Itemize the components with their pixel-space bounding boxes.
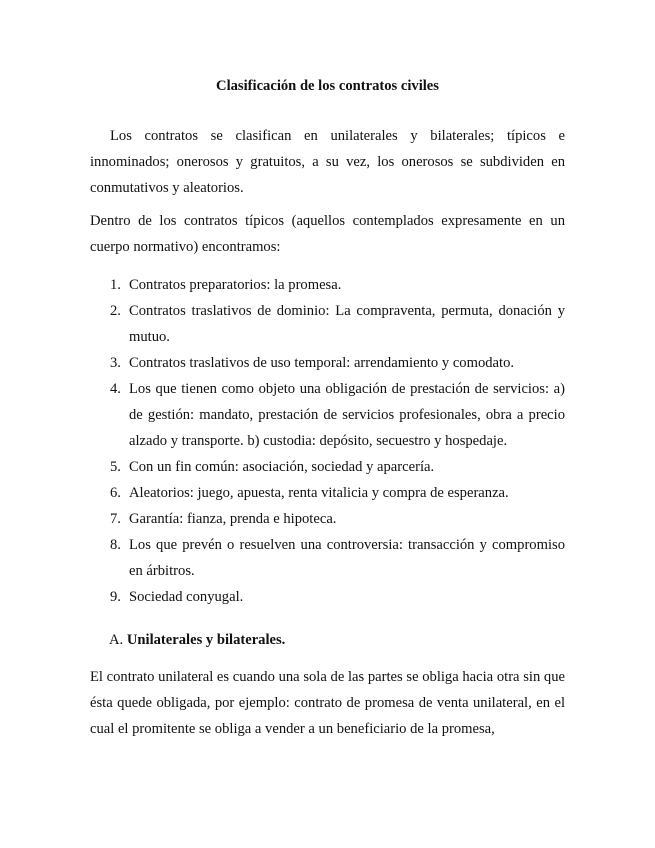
list-number: 1. bbox=[110, 277, 121, 293]
list-text: Con un fin común: asociación, sociedad y aparcería. bbox=[129, 459, 435, 475]
list-number: 3. bbox=[110, 355, 121, 371]
list-number: 5. bbox=[110, 459, 121, 475]
list-text: Contratos traslativos de uso temporal: arrendamiento y comodato. bbox=[129, 355, 515, 371]
list-text: Contratos traslativos de dominio: La compraventa, permuta, donación y mutuo. bbox=[129, 303, 565, 345]
list-number: 4. bbox=[110, 381, 121, 397]
page-title: Clasificación de los contratos civiles bbox=[216, 78, 439, 94]
list-number: 2. bbox=[110, 303, 121, 319]
section-a-title: Unilaterales y bilaterales. bbox=[126, 632, 286, 648]
list-number: 8. bbox=[110, 537, 121, 553]
list-item bbox=[90, 532, 565, 584]
list-text: Sociedad conyugal. bbox=[129, 589, 244, 605]
list-item bbox=[90, 480, 565, 506]
list-item bbox=[90, 350, 565, 376]
list-item bbox=[90, 506, 565, 532]
intro-paragraph: Los contratos se clasifican en unilaterales y bilaterales; típicos e innominados; onerosos y gratuitos, a su vez, los onerosos se subdividen en conmutativos y aleatorios. bbox=[90, 128, 565, 196]
tipicos-paragraph: Dentro de los contratos típicos (aquellos contemplados expresamente en un cuerpo normativo) encontramos: bbox=[90, 213, 565, 255]
list-text: Garantía: fianza, prenda e hipoteca. bbox=[129, 511, 337, 527]
list-text: Los que prevén o resuelven una controversia: transacción y compromiso en árbitros. bbox=[129, 537, 565, 579]
unilateral-paragraph: El contrato unilateral es cuando una sola de las partes se obliga hacia otra sin que ésta quede obligada, por ejemplo: contrato de promesa de venta unilateral, en el cual el promitente se obliga a vender a un beneficiario de la promesa, bbox=[90, 669, 565, 737]
list-item bbox=[90, 272, 565, 298]
list-item bbox=[90, 376, 565, 454]
list-item bbox=[90, 584, 565, 610]
list-number: 9. bbox=[110, 589, 121, 605]
list-text: Los que tienen como objeto una obligación de prestación de servicios: a) de gestión: mandato, prestación de servicios profesionales, obra a precio alzado y transporte. b) custodia: depósito, secuestro y hospedaje. bbox=[129, 381, 565, 449]
list-text: Contratos preparatorios: la promesa. bbox=[129, 277, 342, 293]
list-number: 6. bbox=[110, 485, 121, 501]
list-number: 7. bbox=[110, 511, 121, 527]
section-a-heading bbox=[109, 628, 285, 652]
list-item bbox=[90, 454, 565, 480]
list-text: Aleatorios: juego, apuesta, renta vitalicia y compra de esperanza. bbox=[129, 485, 509, 501]
list-item bbox=[90, 298, 565, 350]
section-a-label: A. bbox=[109, 632, 124, 648]
contract-types-list bbox=[90, 272, 565, 610]
